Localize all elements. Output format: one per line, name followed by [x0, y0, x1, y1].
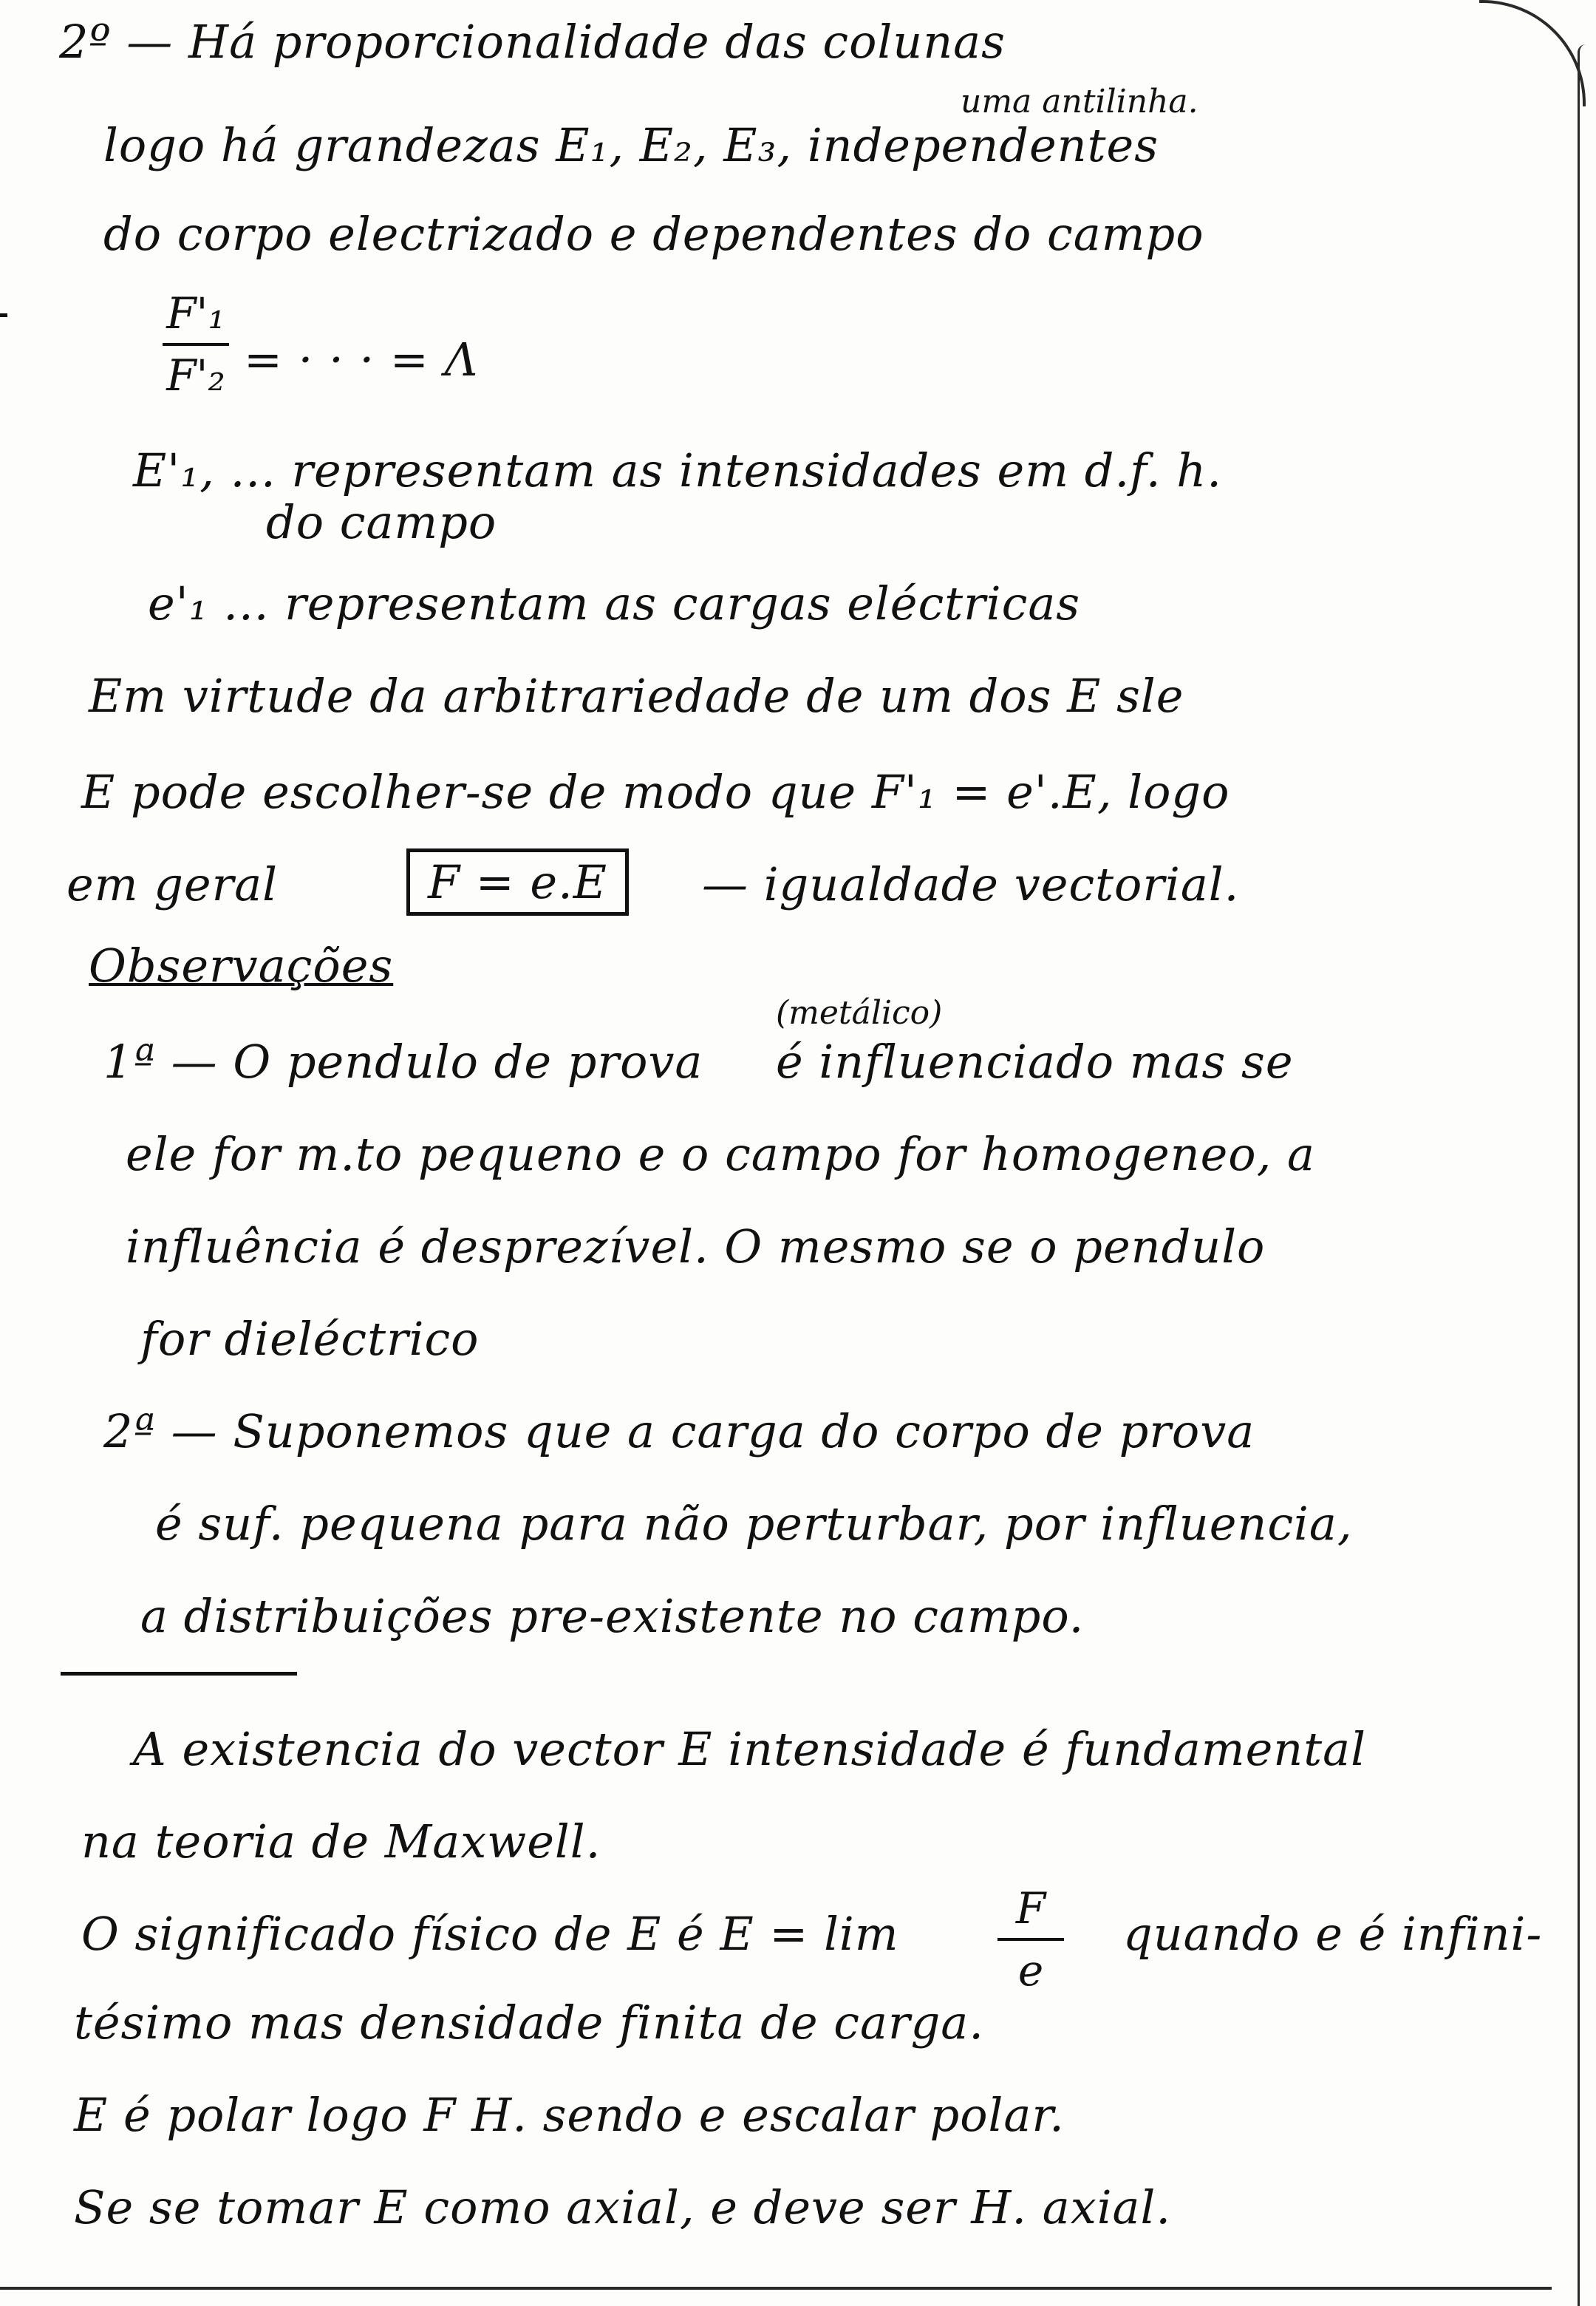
line-14: influência é desprezível. O mesmo se o pendulo	[126, 1220, 1266, 1273]
line-17: é suf. pequena para não perturbar, por influencia,	[155, 1497, 1353, 1551]
section-divider	[61, 1672, 297, 1676]
fraction-bar	[163, 343, 229, 346]
line-4: E'₁, ... representam as intensidades em d.f. h.	[133, 443, 1222, 497]
line-11: 1ª — O pendulo de prova	[103, 1035, 703, 1089]
line-6: e'₁ ... representam as cargas eléctricas	[148, 576, 1081, 630]
limit-fraction	[998, 1883, 1064, 1996]
line-20: na teoria de Maxwell.	[81, 1814, 601, 1868]
line-15: for dieléctrico	[140, 1312, 480, 1366]
line-9: em geral	[66, 857, 279, 911]
line-1: 2º — Há proporcionalidade das colunas	[59, 15, 1006, 69]
line-3: do corpo electrizado e dependentes do campo	[103, 207, 1204, 261]
limit-denominator: e	[1017, 1945, 1044, 1996]
limit-bar	[998, 1938, 1064, 1941]
insertion-metallic: (metálico)	[776, 994, 943, 1032]
page-bottom-edge	[0, 2287, 1552, 2290]
line-12: é influenciado mas se	[776, 1035, 1294, 1089]
line-22: quando e é infini-	[1123, 1907, 1543, 1961]
limit-numerator: F	[1015, 1883, 1046, 1933]
line-24: E é polar logo F H. sendo e escalar polar.	[74, 2088, 1065, 2142]
margin-mark	[0, 313, 7, 317]
page-right-edge	[1578, 44, 1586, 2306]
line-5: do campo	[266, 495, 497, 549]
line-19: A existencia do vector E intensidade é fundamental	[133, 1722, 1366, 1776]
line-25: Se se tomar E como axial, e deve ser H. axial.	[74, 2180, 1172, 2234]
page-corner	[1479, 0, 1586, 106]
line-10: — igualdade vectorial.	[702, 857, 1240, 911]
fraction-denominator: F'₂	[166, 350, 225, 401]
line-13: ele for m.to pequeno e o campo for homogeneo, a	[126, 1127, 1315, 1181]
line-23: tésimo mas densidade finita de carga.	[74, 1996, 984, 2050]
line-21: O significado físico de E é E = lim	[81, 1907, 899, 1961]
insertion-antilinha: uma antilinha.	[961, 83, 1198, 120]
fraction-rest: = · · · = Λ	[244, 333, 479, 387]
line-16: 2ª — Suponemos que a carga do corpo de prova	[103, 1404, 1255, 1458]
observacoes-heading: Observações	[89, 939, 394, 993]
boxed-equation: F = e.E	[406, 848, 629, 916]
fraction-f1-f2	[163, 288, 229, 401]
line-8: E pode escolher-se de modo que F'₁ = e'.E, logo	[81, 765, 1230, 819]
line-2: logo há grandezas E₁, E₂, E₃, independentes	[103, 118, 1159, 172]
line-18: a distribuições pre-existente no campo.	[140, 1589, 1085, 1643]
fraction-numerator: F'₁	[166, 288, 225, 339]
line-7: Em virtude da arbitrariedade de um dos E sle	[89, 669, 1184, 723]
